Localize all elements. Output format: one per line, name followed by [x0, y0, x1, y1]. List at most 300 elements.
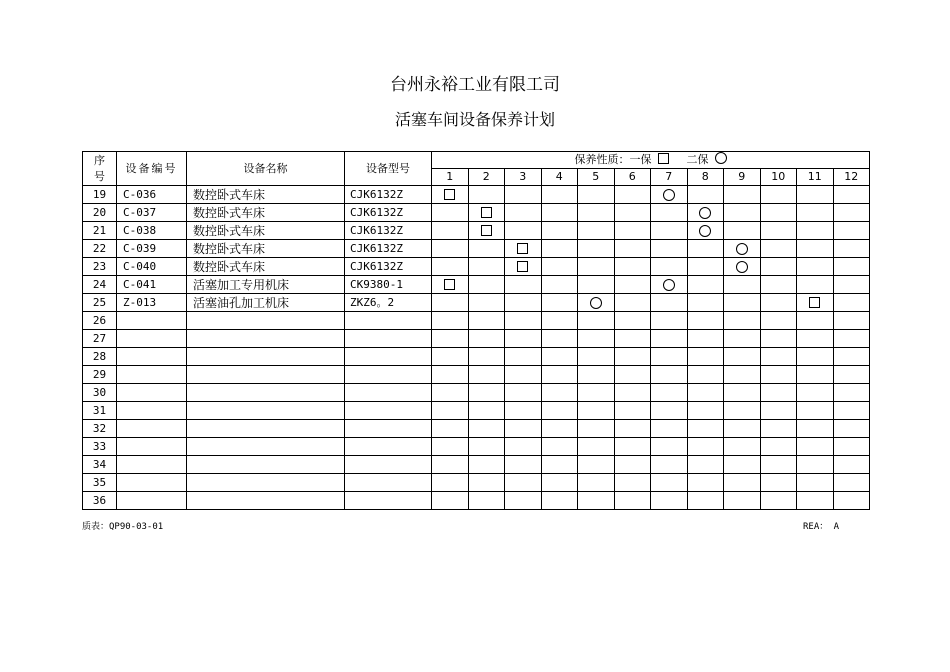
col-code-header: 设备编号 [117, 152, 187, 186]
month-cell [468, 294, 505, 312]
month-cell [505, 222, 542, 240]
table-row [83, 330, 870, 348]
equipment-code: C-041 [117, 276, 187, 294]
month-cell [468, 402, 505, 420]
row-seq: 25 [83, 294, 117, 312]
month-cell [760, 438, 797, 456]
month-cell [505, 186, 542, 204]
month-cell [468, 438, 505, 456]
month-cell [432, 420, 469, 438]
month-cell [833, 204, 870, 222]
table-row [83, 384, 870, 402]
month-cell [468, 186, 505, 204]
month-cell [651, 240, 688, 258]
equipment-code [117, 384, 187, 402]
month-cell [432, 222, 469, 240]
row-seq: 32 [83, 420, 117, 438]
square-icon [809, 297, 820, 308]
month-cell [651, 384, 688, 402]
equipment-name: 活塞加工专用机床 [187, 276, 345, 294]
month-cell [578, 204, 615, 222]
equipment-model: CJK6132Z [345, 258, 432, 276]
month-cell [797, 222, 834, 240]
month-cell [760, 294, 797, 312]
month-cell [614, 456, 651, 474]
month-cell [687, 312, 724, 330]
month-cell [468, 492, 505, 510]
row-seq: 24 [83, 276, 117, 294]
month-cell [578, 384, 615, 402]
month-cell [541, 456, 578, 474]
month-cell [505, 348, 542, 366]
month-cell [578, 330, 615, 348]
equipment-name [187, 438, 345, 456]
month-cell [833, 474, 870, 492]
row-seq: 27 [83, 330, 117, 348]
month-cell [578, 474, 615, 492]
month-cell [651, 348, 688, 366]
month-cell [541, 474, 578, 492]
month-cell [468, 474, 505, 492]
month-cell [468, 384, 505, 402]
equipment-name [187, 474, 345, 492]
month-header: 8 [687, 169, 724, 186]
month-cell [833, 240, 870, 258]
month-cell [833, 312, 870, 330]
month-header: 11 [797, 169, 834, 186]
table-row [83, 420, 870, 438]
equipment-name [187, 312, 345, 330]
equipment-code [117, 312, 187, 330]
month-cell [505, 258, 542, 276]
row-seq: 35 [83, 474, 117, 492]
month-cell [432, 384, 469, 402]
month-cell [760, 474, 797, 492]
equipment-code [117, 456, 187, 474]
month-cell [505, 492, 542, 510]
month-cell [687, 384, 724, 402]
month-cell [505, 402, 542, 420]
month-cell [541, 330, 578, 348]
month-cell [797, 384, 834, 402]
month-cell [614, 492, 651, 510]
month-cell [833, 276, 870, 294]
month-cell [432, 330, 469, 348]
square-icon [517, 261, 528, 272]
equipment-code [117, 330, 187, 348]
month-cell [578, 456, 615, 474]
equipment-name: 数控卧式车床 [187, 240, 345, 258]
equipment-model [345, 384, 432, 402]
table-row [83, 294, 870, 312]
table-row [83, 366, 870, 384]
month-cell [614, 222, 651, 240]
month-header: 9 [724, 169, 761, 186]
month-cell [833, 492, 870, 510]
month-cell [724, 492, 761, 510]
row-seq: 33 [83, 438, 117, 456]
month-cell [724, 258, 761, 276]
month-cell [614, 276, 651, 294]
month-cell [760, 456, 797, 474]
table-row [83, 186, 870, 204]
table-row [83, 222, 870, 240]
equipment-model [345, 438, 432, 456]
month-cell [833, 438, 870, 456]
month-cell [541, 438, 578, 456]
equipment-code: C-038 [117, 222, 187, 240]
month-cell [614, 204, 651, 222]
circle-icon [590, 297, 602, 309]
month-cell [687, 402, 724, 420]
month-cell [578, 186, 615, 204]
month-cell [432, 258, 469, 276]
col-name-header: 设备名称 [187, 152, 345, 186]
month-cell [614, 186, 651, 204]
month-cell [432, 294, 469, 312]
equipment-model: CJK6132Z [345, 204, 432, 222]
square-icon [481, 225, 492, 236]
month-cell [651, 492, 688, 510]
month-cell [760, 258, 797, 276]
month-cell [578, 420, 615, 438]
month-cell [687, 294, 724, 312]
month-cell [432, 276, 469, 294]
month-cell [505, 366, 542, 384]
row-seq: 34 [83, 456, 117, 474]
form-number: 质表：QP90-03-01 [82, 522, 164, 532]
month-cell [724, 312, 761, 330]
month-cell [687, 366, 724, 384]
month-cell [833, 366, 870, 384]
equipment-model: CJK6132Z [345, 186, 432, 204]
company-name: 台州永裕工业有限工司 [390, 75, 560, 95]
month-cell [724, 402, 761, 420]
month-cell [797, 348, 834, 366]
month-cell [724, 294, 761, 312]
equipment-model [345, 402, 432, 420]
month-cell [541, 240, 578, 258]
month-cell [724, 240, 761, 258]
month-cell [797, 438, 834, 456]
row-seq: 36 [83, 492, 117, 510]
equipment-model [345, 420, 432, 438]
month-cell [578, 312, 615, 330]
month-cell [797, 420, 834, 438]
col-model-header: 设备型号 [345, 152, 432, 186]
month-cell [833, 402, 870, 420]
month-cell [724, 384, 761, 402]
month-cell [797, 204, 834, 222]
month-cell [651, 258, 688, 276]
equipment-model [345, 330, 432, 348]
square-icon [658, 153, 669, 164]
month-cell [760, 330, 797, 348]
month-cell [797, 330, 834, 348]
month-cell [833, 294, 870, 312]
month-cell [505, 438, 542, 456]
month-cell [651, 402, 688, 420]
equipment-code [117, 438, 187, 456]
month-cell [833, 420, 870, 438]
equipment-code [117, 348, 187, 366]
month-cell [833, 222, 870, 240]
equipment-name: 数控卧式车床 [187, 204, 345, 222]
equipment-name [187, 348, 345, 366]
month-cell [651, 366, 688, 384]
month-cell [833, 456, 870, 474]
table-row [83, 276, 870, 294]
month-cell [724, 348, 761, 366]
equipment-model: CJK6132Z [345, 240, 432, 258]
month-cell [578, 258, 615, 276]
month-cell [541, 420, 578, 438]
month-header: 10 [760, 169, 797, 186]
month-cell [760, 402, 797, 420]
month-cell [614, 294, 651, 312]
month-cell [468, 240, 505, 258]
month-cell [687, 186, 724, 204]
month-cell [724, 366, 761, 384]
month-cell [724, 474, 761, 492]
month-cell [432, 366, 469, 384]
table-row [83, 438, 870, 456]
month-cell [724, 186, 761, 204]
row-seq: 28 [83, 348, 117, 366]
month-cell [651, 330, 688, 348]
month-cell [760, 222, 797, 240]
month-cell [578, 348, 615, 366]
document-title: 活塞车间设备保养计划 [394, 110, 555, 129]
table-row [83, 312, 870, 330]
month-cell [760, 420, 797, 438]
month-cell [505, 240, 542, 258]
month-cell [687, 222, 724, 240]
table-row [83, 258, 870, 276]
nature-second-label: 二保 [686, 153, 709, 166]
equipment-code: C-039 [117, 240, 187, 258]
square-icon [444, 279, 455, 290]
equipment-code: C-040 [117, 258, 187, 276]
equipment-code [117, 420, 187, 438]
month-cell [505, 312, 542, 330]
equipment-code [117, 474, 187, 492]
month-cell [505, 474, 542, 492]
month-cell [687, 240, 724, 258]
month-cell [578, 492, 615, 510]
month-cell [687, 276, 724, 294]
circle-icon [663, 279, 675, 291]
month-cell [432, 186, 469, 204]
month-cell [505, 294, 542, 312]
month-cell [468, 420, 505, 438]
circle-icon [715, 152, 727, 164]
month-cell [724, 438, 761, 456]
month-cell [651, 420, 688, 438]
month-cell [797, 456, 834, 474]
month-header: 7 [651, 169, 688, 186]
month-cell [614, 438, 651, 456]
col-seq-header: 序号 [83, 152, 117, 186]
month-cell [541, 294, 578, 312]
month-cell [614, 420, 651, 438]
table-row [83, 492, 870, 510]
equipment-name [187, 420, 345, 438]
month-cell [468, 366, 505, 384]
month-cell [797, 276, 834, 294]
month-cell [760, 366, 797, 384]
month-cell [651, 222, 688, 240]
equipment-code [117, 366, 187, 384]
equipment-model: ZKZ6。2 [345, 294, 432, 312]
equipment-model [345, 348, 432, 366]
equipment-code: C-036 [117, 186, 187, 204]
month-cell [505, 204, 542, 222]
month-cell [833, 258, 870, 276]
row-seq: 20 [83, 204, 117, 222]
month-cell [468, 222, 505, 240]
month-cell [541, 312, 578, 330]
circle-icon [736, 243, 748, 255]
table-row [83, 348, 870, 366]
month-cell [541, 384, 578, 402]
month-header: 12 [833, 169, 870, 186]
month-cell [578, 438, 615, 456]
month-cell [578, 276, 615, 294]
equipment-name [187, 492, 345, 510]
month-cell [541, 222, 578, 240]
table-row [83, 204, 870, 222]
circle-icon [699, 207, 711, 219]
equipment-model [345, 312, 432, 330]
month-cell [687, 474, 724, 492]
month-cell [797, 240, 834, 258]
month-cell [614, 258, 651, 276]
month-cell [760, 240, 797, 258]
month-cell [541, 366, 578, 384]
month-cell [614, 384, 651, 402]
month-cell [432, 438, 469, 456]
month-cell [833, 384, 870, 402]
month-cell [432, 456, 469, 474]
month-cell [614, 240, 651, 258]
month-cell [760, 312, 797, 330]
month-cell [651, 474, 688, 492]
square-icon [517, 243, 528, 254]
row-seq: 23 [83, 258, 117, 276]
month-cell [797, 402, 834, 420]
month-cell [687, 420, 724, 438]
revision: REA： A [803, 522, 840, 532]
month-cell [614, 312, 651, 330]
month-cell [797, 492, 834, 510]
equipment-model: CJK6132Z [345, 222, 432, 240]
month-cell [541, 258, 578, 276]
month-cell [468, 348, 505, 366]
row-seq: 22 [83, 240, 117, 258]
row-seq: 31 [83, 402, 117, 420]
month-cell [797, 474, 834, 492]
equipment-name [187, 366, 345, 384]
month-cell [578, 402, 615, 420]
month-cell [651, 438, 688, 456]
month-cell [833, 186, 870, 204]
month-cell [833, 330, 870, 348]
equipment-code: Z-013 [117, 294, 187, 312]
nature-label: 保养性质：一保 [574, 153, 652, 166]
month-cell [833, 348, 870, 366]
month-cell [724, 456, 761, 474]
month-cell [687, 456, 724, 474]
row-seq: 30 [83, 384, 117, 402]
month-cell [541, 204, 578, 222]
maintenance-nature-header [432, 152, 870, 169]
equipment-model [345, 366, 432, 384]
month-cell [760, 384, 797, 402]
month-cell [578, 240, 615, 258]
month-cell [797, 258, 834, 276]
month-cell [687, 258, 724, 276]
equipment-code [117, 492, 187, 510]
row-seq: 19 [83, 186, 117, 204]
month-cell [651, 186, 688, 204]
month-cell [651, 456, 688, 474]
equipment-name [187, 330, 345, 348]
month-cell [505, 276, 542, 294]
month-cell [468, 456, 505, 474]
month-cell [687, 330, 724, 348]
month-cell [651, 312, 688, 330]
month-cell [724, 420, 761, 438]
month-cell [760, 492, 797, 510]
month-cell [760, 348, 797, 366]
month-cell [541, 402, 578, 420]
equipment-name: 活塞油孔加工机床 [187, 294, 345, 312]
month-cell [614, 402, 651, 420]
month-cell [651, 276, 688, 294]
equipment-name: 数控卧式车床 [187, 186, 345, 204]
month-header: 4 [541, 169, 578, 186]
month-cell [432, 492, 469, 510]
month-cell [687, 492, 724, 510]
month-cell [760, 204, 797, 222]
month-cell [505, 384, 542, 402]
month-cell [432, 312, 469, 330]
month-cell [468, 330, 505, 348]
table-body [83, 186, 870, 510]
table-row [83, 402, 870, 420]
month-cell [468, 276, 505, 294]
month-cell [724, 204, 761, 222]
month-cell [432, 240, 469, 258]
equipment-name [187, 402, 345, 420]
maintenance-plan-table [82, 151, 870, 510]
month-cell [724, 330, 761, 348]
row-seq: 29 [83, 366, 117, 384]
month-cell [687, 438, 724, 456]
equipment-name [187, 384, 345, 402]
month-cell [760, 186, 797, 204]
circle-icon [736, 261, 748, 273]
row-seq: 21 [83, 222, 117, 240]
month-cell [614, 366, 651, 384]
month-cell [505, 456, 542, 474]
equipment-code [117, 402, 187, 420]
month-header: 5 [578, 169, 615, 186]
month-cell [614, 474, 651, 492]
month-cell [541, 186, 578, 204]
month-cell [505, 330, 542, 348]
